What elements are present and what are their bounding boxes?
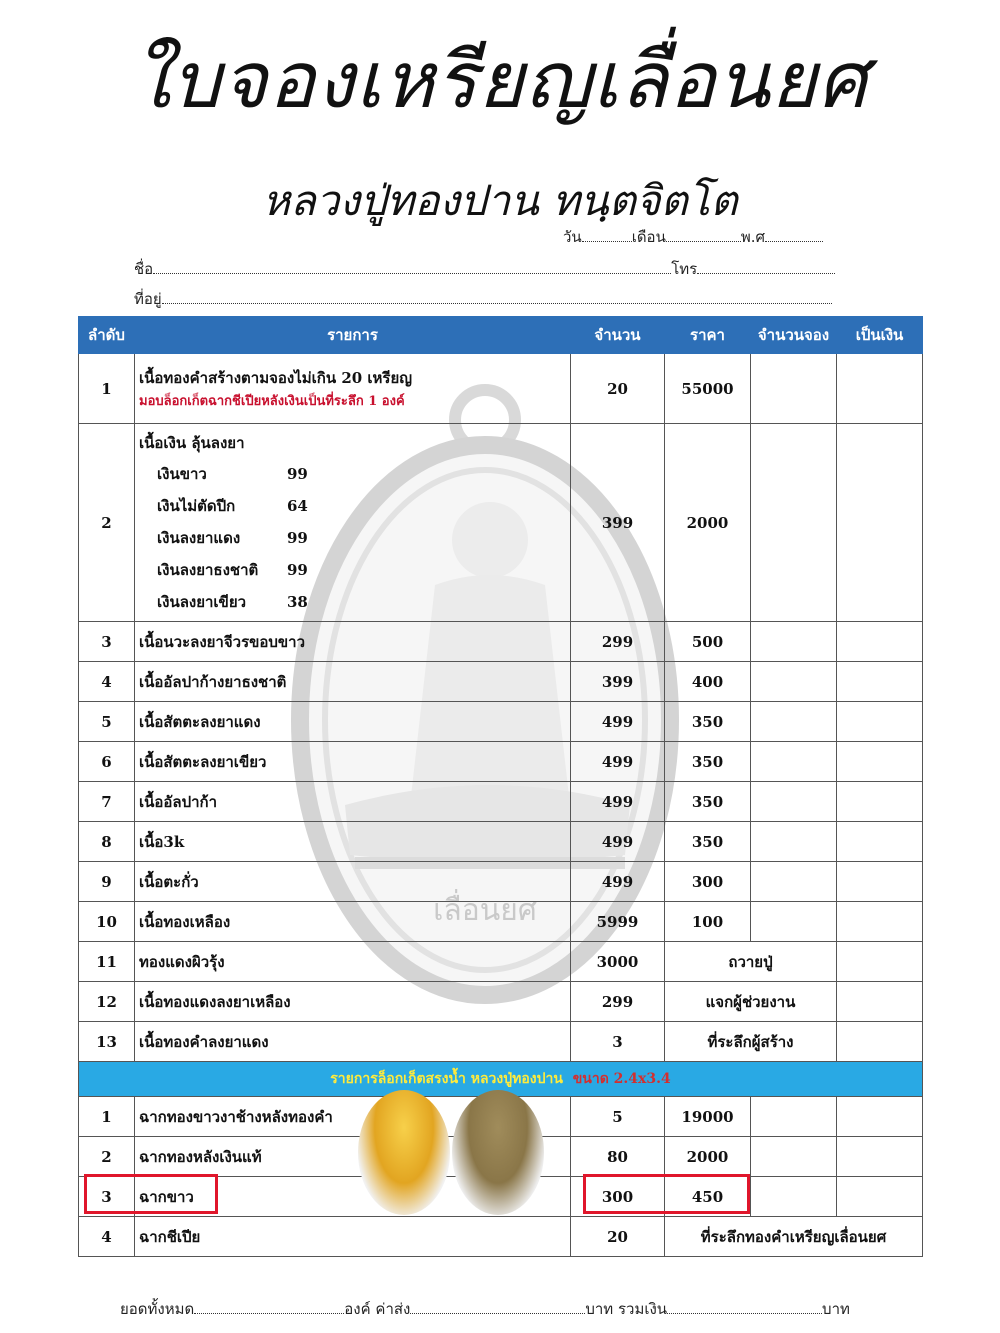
row-amount-cell[interactable] xyxy=(837,822,923,862)
row-amount-cell[interactable] xyxy=(837,662,923,702)
sub-item: เงินลงยาเขียว 38 xyxy=(157,592,308,611)
day-field[interactable] xyxy=(582,229,632,242)
row-price: 350 xyxy=(665,782,751,822)
row-qty: 499 xyxy=(571,862,665,902)
shipping-field[interactable] xyxy=(410,1301,585,1314)
highlight-box-price xyxy=(583,1174,750,1214)
row-price: 19000 xyxy=(665,1097,751,1137)
row-item: ฉากทองขาวงาช้างหลังทองคำ xyxy=(135,1097,571,1137)
row-price: 500 xyxy=(665,622,751,662)
row-item: เนื้อเงิน ลุ้นลงยา xyxy=(139,433,245,452)
row-qty: 499 xyxy=(571,702,665,742)
row-no: 3 xyxy=(79,622,135,662)
address-line xyxy=(134,287,832,311)
sub-item: เงินไม่ตัดปีก 64 xyxy=(157,496,308,515)
row-amount-cell[interactable] xyxy=(837,354,923,424)
row-note: มอบล็อกเก็ตฉากชีเปียหลังเงินเป็นที่ระลึก 1 องค์ xyxy=(139,394,405,409)
row-price: ที่ระลึกผู้สร้าง xyxy=(665,1022,837,1062)
table-row xyxy=(79,982,923,1022)
row-reserve-cell[interactable] xyxy=(751,702,837,742)
row-qty: 20 xyxy=(571,1217,665,1257)
month-field[interactable] xyxy=(666,229,741,242)
document-title: ใบจองเหรียญเลื่อนยศ xyxy=(131,36,869,126)
row-amount-cell[interactable] xyxy=(837,902,923,942)
locket-photo-sepia xyxy=(452,1090,544,1215)
row-no: 6 xyxy=(79,742,135,782)
row-amount-cell[interactable] xyxy=(837,702,923,742)
row-qty: 3 xyxy=(571,1022,665,1062)
header-price: ราคา xyxy=(665,317,751,354)
row-price: ถวายปู่ xyxy=(665,942,837,982)
header-reserve: จำนวนจอง xyxy=(751,317,837,354)
row-amount-cell[interactable] xyxy=(837,1097,923,1137)
row-no: 4 xyxy=(79,662,135,702)
row-price: 2000 xyxy=(665,1137,751,1177)
name-line xyxy=(134,257,835,281)
row-qty: 80 xyxy=(571,1137,665,1177)
row-reserve-cell[interactable] xyxy=(751,902,837,942)
table-row xyxy=(79,902,923,942)
row-item: ฉากขาว xyxy=(135,1177,571,1217)
row-reserve-cell[interactable] xyxy=(751,1177,837,1217)
row-reserve-cell[interactable] xyxy=(751,822,837,862)
row-no: 2 xyxy=(79,424,135,622)
footer-summary xyxy=(120,1297,850,1321)
sub-item: เงินลงยาธงชาติ 99 xyxy=(157,560,308,579)
row-price: 400 xyxy=(665,662,751,702)
sum-label: บาท รวมเงิน xyxy=(585,1300,668,1318)
row-item: ฉากทองหลังเงินแท้ xyxy=(135,1137,571,1177)
table-row xyxy=(79,1022,923,1062)
year-label: พ.ศ xyxy=(740,228,766,246)
row-no: 2 xyxy=(79,1137,135,1177)
sum-field[interactable] xyxy=(667,1301,822,1314)
row-no: 5 xyxy=(79,702,135,742)
row-item: เนื้อทองคำสร้างตามจองไม่เกิน 20 เหรียญ xyxy=(139,369,413,387)
row-reserve-cell[interactable] xyxy=(751,424,837,622)
table-row xyxy=(79,822,923,862)
order-label: องค์ ค่าส่ง xyxy=(344,1300,411,1318)
row-item: เนื้อสัตตะลงยาเขียว xyxy=(135,742,571,782)
row-reserve-cell[interactable] xyxy=(751,1097,837,1137)
table-row xyxy=(79,1217,923,1257)
header-amount: เป็นเงิน xyxy=(837,317,923,354)
row-reserve-cell[interactable] xyxy=(751,354,837,424)
row-qty: 5999 xyxy=(571,902,665,942)
row-amount-cell[interactable] xyxy=(837,942,923,982)
row-no: 9 xyxy=(79,862,135,902)
row-price: 2000 xyxy=(665,424,751,622)
row-qty: 299 xyxy=(571,622,665,662)
document-subtitle: หลวงปู่ทองปาน ทนฺตจิตโต xyxy=(262,176,738,225)
row-qty: 499 xyxy=(571,782,665,822)
sub-item: เงินขาว 99 xyxy=(157,464,308,483)
header-no: ลำดับ xyxy=(79,317,135,354)
row-no: 4 xyxy=(79,1217,135,1257)
row-item: เนื้อตะกั่ว xyxy=(135,862,571,902)
row-reserve-cell[interactable] xyxy=(751,622,837,662)
row-price: 55000 xyxy=(665,354,751,424)
row-item: เนื้ออัลปาก้างยาธงชาติ xyxy=(135,662,571,702)
row-no: 3 xyxy=(79,1177,135,1217)
row-amount-cell[interactable] xyxy=(837,424,923,622)
table-row xyxy=(79,742,923,782)
row-no: 10 xyxy=(79,902,135,942)
row-no: 11 xyxy=(79,942,135,982)
row-reserve-cell[interactable] xyxy=(751,862,837,902)
name-label: ชื่อ xyxy=(134,260,154,278)
row-no: 1 xyxy=(79,354,135,424)
header-item: รายการ xyxy=(135,317,571,354)
row-qty: 299 xyxy=(571,982,665,1022)
row-price: ที่ระลึกทองคำเหรียญเลื่อนยศ xyxy=(665,1217,923,1257)
row-price: 300 xyxy=(665,862,751,902)
table-header xyxy=(79,317,923,354)
year-field[interactable] xyxy=(765,229,823,242)
row-qty: 20 xyxy=(571,354,665,424)
row-reserve-cell[interactable] xyxy=(751,1137,837,1177)
sub-item: เงินลงยาแดง 99 xyxy=(157,528,308,547)
row-amount-cell[interactable] xyxy=(837,782,923,822)
total-label: ยอดทั้งหมด xyxy=(120,1300,195,1318)
row-item: เนื้อทองเหลือง xyxy=(135,902,571,942)
row-price: 350 xyxy=(665,702,751,742)
row-amount-cell[interactable] xyxy=(837,622,923,662)
row-price: แจกผู้ช่วยงาน xyxy=(665,982,837,1022)
address-label: ที่อยู่ xyxy=(134,290,162,308)
table-row xyxy=(79,702,923,742)
row-qty: 3000 xyxy=(571,942,665,982)
row-item: เนื้ออัลปาก้า xyxy=(135,782,571,822)
row-price: 100 xyxy=(665,902,751,942)
table-row xyxy=(79,862,923,902)
row-amount-cell[interactable] xyxy=(837,742,923,782)
row-qty: 499 xyxy=(571,822,665,862)
row-qty: 499 xyxy=(571,742,665,782)
row-qty: 5 xyxy=(571,1097,665,1137)
band-title: รายการล็อกเก็ตสรงน้ำ หลวงปู่ทองปาน xyxy=(330,1071,563,1087)
table-row xyxy=(79,622,923,662)
row-item: เนื้อสัตตะลงยาแดง xyxy=(135,702,571,742)
row-amount-cell[interactable] xyxy=(837,1022,923,1062)
row-no: 8 xyxy=(79,822,135,862)
address-field[interactable] xyxy=(162,291,832,304)
row-amount-cell[interactable] xyxy=(837,862,923,902)
name-field[interactable] xyxy=(153,261,671,274)
band-size: ขนาด 2.4x3.4 xyxy=(572,1071,671,1087)
row-item: เนื้อทองคำลงยาแดง xyxy=(135,1022,571,1062)
table-row xyxy=(79,782,923,822)
row-item: ฉากชีเปีย xyxy=(135,1217,571,1257)
table-row xyxy=(79,662,923,702)
row-no: 12 xyxy=(79,982,135,1022)
row-qty: 399 xyxy=(571,424,665,622)
locket-photo-gold xyxy=(358,1090,450,1215)
date-line xyxy=(563,225,823,249)
highlight-box-item xyxy=(84,1174,218,1214)
row-reserve-cell[interactable] xyxy=(751,782,837,822)
phone-field[interactable] xyxy=(697,261,835,274)
row-reserve-cell[interactable] xyxy=(751,742,837,782)
baht-label: บาท xyxy=(822,1300,850,1318)
row-amount-cell[interactable] xyxy=(837,982,923,1022)
day-label: วัน xyxy=(563,228,582,246)
row-no: 13 xyxy=(79,1022,135,1062)
row-no: 7 xyxy=(79,782,135,822)
row-item: เนื้อ3k xyxy=(135,822,571,862)
phone-label: โทร xyxy=(671,260,698,278)
row-qty: 399 xyxy=(571,662,665,702)
month-label: เดือน xyxy=(631,228,666,246)
medal-text: เลื่อนยศ xyxy=(433,893,537,928)
row-item: ทองแดงผิวรุ้ง xyxy=(135,942,571,982)
table-row xyxy=(79,354,923,424)
row-price: 350 xyxy=(665,742,751,782)
header-qty: จำนวน xyxy=(571,317,665,354)
row-price: 450 xyxy=(665,1177,751,1217)
table-row xyxy=(79,942,923,982)
row-reserve-cell[interactable] xyxy=(751,662,837,702)
row-amount-cell[interactable] xyxy=(837,1177,923,1217)
table-row xyxy=(79,424,923,622)
row-price: 350 xyxy=(665,822,751,862)
row-amount-cell[interactable] xyxy=(837,1137,923,1177)
row-item: เนื้อนวะลงยาจีวรขอบขาว xyxy=(135,622,571,662)
row-no: 1 xyxy=(79,1097,135,1137)
total-field[interactable] xyxy=(194,1301,344,1314)
row-qty: 300 xyxy=(571,1177,665,1217)
row-item: เนื้อทองแดงลงยาเหลือง xyxy=(135,982,571,1022)
